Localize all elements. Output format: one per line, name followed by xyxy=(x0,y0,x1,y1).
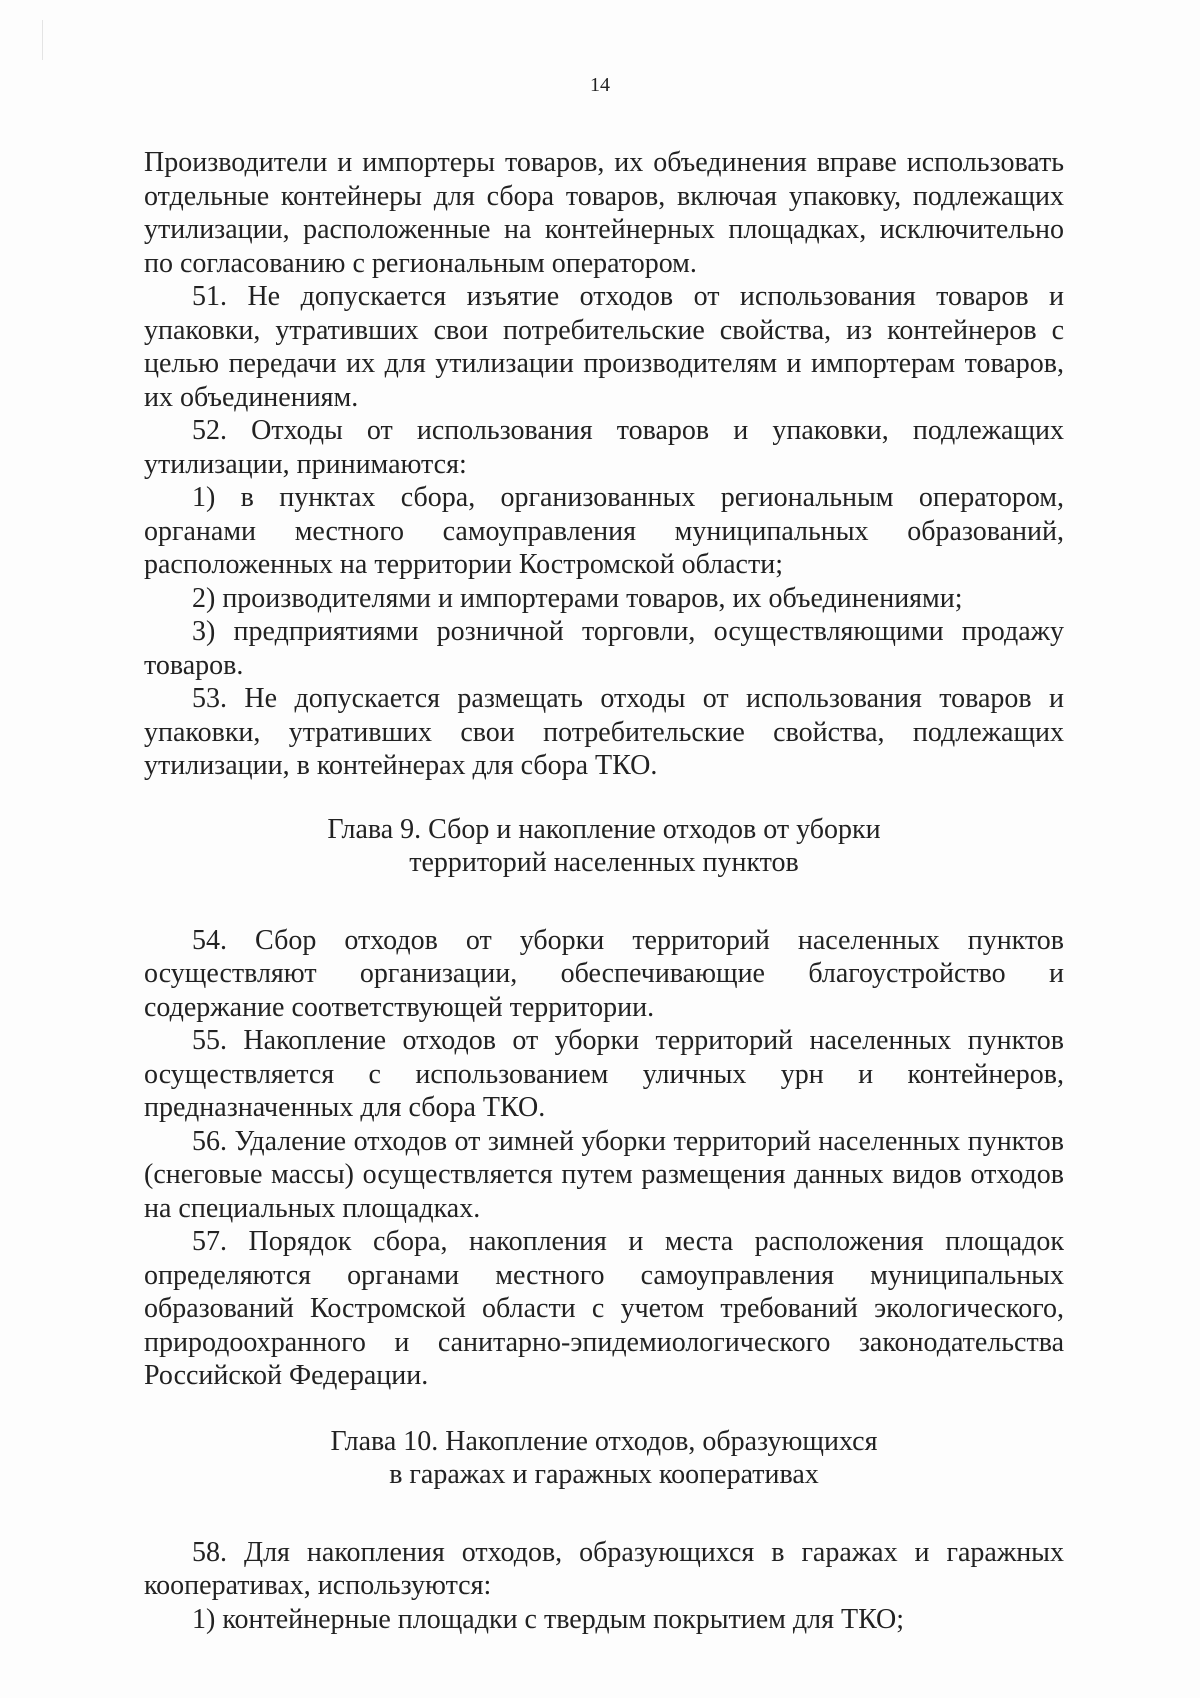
list-item-52-2: 2) производителями и импортерами товаров, их объединениями; xyxy=(192,582,963,614)
paragraph-52: 52. Отходы от использования товаров и упаковки, подлежащих утилизации, принимаются: xyxy=(144,415,1064,480)
paragraph-continuation: Производители и импортеры товаров, их объединения вправе использовать отдельные контейнеры для сбора товаров, включая упаковку, подлежащих утилизации, расположенные на контейнерных площадках, исключительно по согласованию с региональным оператором. xyxy=(144,147,1064,279)
chapter-10-title-line-2: в гаражах и гаражных кооперативах xyxy=(389,1459,819,1490)
chapter-9-title-line-2: территорий населенных пунктов xyxy=(409,847,799,878)
chapter-10-heading xyxy=(144,1425,1064,1492)
scan-edge-mark xyxy=(42,20,43,60)
paragraph-54: 54. Сбор отходов от уборки территорий населенных пунктов осуществляют организации, обеспечивающие благоустройство и содержание соответствующей территории. xyxy=(144,924,1064,1023)
list-item-52-3: 3) предприятиями розничной торговли, осуществляющими продажу товаров. xyxy=(144,616,1064,681)
paragraph-57: 57. Порядок сбора, накопления и места расположения площадок определяются органами местного самоуправления муниципальных образований Костромской области с учетом требований экологического, природоохранного и санитарно-эпидемиологического законодательства Российской Федерации. xyxy=(144,1226,1064,1391)
document-body xyxy=(144,146,1064,1636)
chapter-9-title-line-1: Глава 9. Сбор и накопление отходов от уборки xyxy=(327,813,881,845)
paragraph-55: 55. Накопление отходов от уборки территорий населенных пунктов осуществляется с использованием уличных урн и контейнеров, предназначенных для сбора ТКО. xyxy=(144,1025,1064,1123)
paragraph-56: 56. Удаление отходов от зимней уборки территорий населенных пунктов (снеговые массы) осуществляется путем размещения данных видов отходов на специальных площадках. xyxy=(144,1125,1064,1224)
paragraph-53: 53. Не допускается размещать отходы от использования товаров и упаковки, утративших свои потребительские свойства, подлежащих утилизации, в контейнерах для сбора ТКО. xyxy=(144,683,1064,781)
paragraph-51: 51. Не допускается изъятие отходов от использования товаров и упаковки, утративших свои потребительские свойства, из контейнеров с целью передачи их для утилизации производителям и импортерам товаров, их объединениям. xyxy=(144,281,1064,413)
paragraph-58: 58. Для накопления отходов, образующихся в гаражах и гаражных кооперативах, используются: xyxy=(144,1536,1064,1601)
list-item-52-1: 1) в пунктах сбора, организованных региональным оператором, органами местного самоуправления муниципальных образований, расположенных на территории Костромской области; xyxy=(144,482,1064,580)
list-item-58-1: 1) контейнерные площадки с твердым покрытием для ТКО; xyxy=(192,1603,905,1635)
page-number: 14 xyxy=(590,74,610,96)
chapter-10-title-line-1: Глава 10. Накопление отходов, образующихся xyxy=(330,1425,878,1457)
chapter-9-heading xyxy=(144,813,1064,880)
